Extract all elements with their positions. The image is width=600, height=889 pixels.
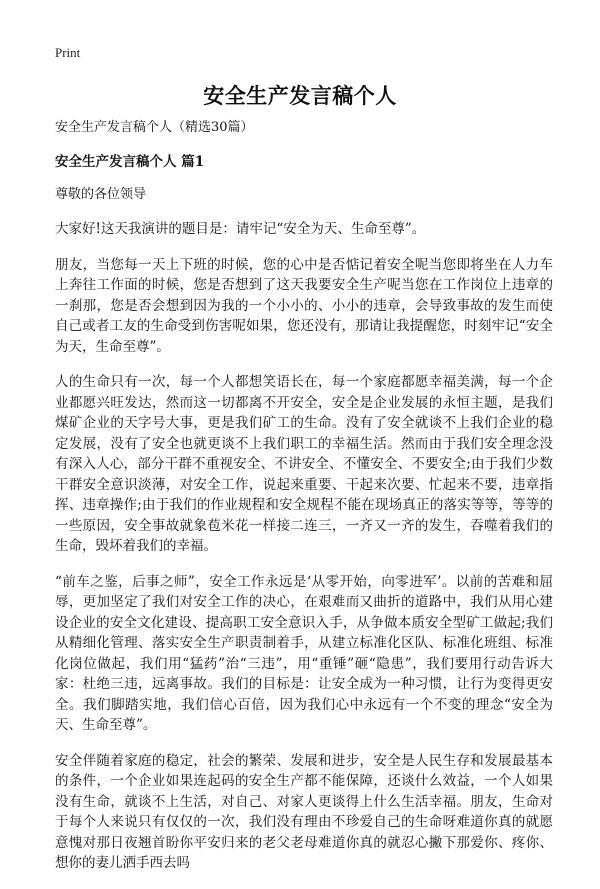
paragraph-2: 人的生命只有一次，每一个人都想笑语长在，每一个家庭都愿幸福美满，每一个企业都愿兴旺发达，然而这一切都离不开安全，安全是企业发展的永恒主题，是我们煤矿企业的天字号大事，更是我们矿工的生命。没有了安全就谈不上我们企业的稳定发展，没有了安全也就更谈不上我们职工的幸福生活。然而由于我们安全理念没有深入人心，部分干群不重视安全、不讲安全、不懂安全、不要安全;由于我们少数干群安全意识淡薄，对安全工作，说起来重要、干起来次要、忙起来不要，违章指挥、违章操作;由于我们的作业规程和安全规程不能在现场真正的落实等等，等等的一些原因，安全事故就象苞米花一样接二连三，一齐又一齐的发生，吞噬着我们的生命，毁坏着我们的幸福。 <box>55 374 553 554</box>
paragraph-topic: 大家好!这天我演讲的题目是：请牢记“安全为天、生命至尊”。 <box>55 221 426 237</box>
print-link[interactable]: Print <box>55 45 81 60</box>
paragraph-1: 朋友，当您每一天上下班的时候，您的心中是否惦记着安全呢当您即将坐在人力车上奔往工作面的时候，您是否想到了这天我要安全生产呢当您在工作岗位上违章的一刹那，您是否会想到因为我的一个小小的、小小的违章，会导致事故的发生而使自己或者工友的生命受到伤害呢如果，您还没有，那请让我提醒您，时刻牢记“安全为天，生命至尊”。 <box>55 256 553 355</box>
page-title: 安全生产发言稿个人 <box>203 83 397 108</box>
greeting-line: 尊敬的各位领导 <box>55 187 147 202</box>
paragraph-4: 安全伴随着家庭的稳定，社会的繁荣、发展和进步，安全是人民生存和发展最基本的条件，一个企业如果连起码的安全生产都不能保障，还谈什么效益，一个人如果没有生命，就谈不上生活，对自己、对家人更谈得上什么生活幸福。朋友，生命对于每个人来说只有仅仅的一次，我们没有理由不珍爱自己的生命呀难道你真的就愿意愧对那日夜翘首盼你平安归来的老父老母难道你真的就忍心撇下那爱你、疼你、想你的妻儿洒手西去吗 <box>55 752 553 871</box>
document-body <box>55 118 553 889</box>
document-subtitle: 安全生产发言稿个人（精选30篇） <box>55 120 254 135</box>
section-heading: 安全生产发言稿个人 篇1 <box>55 154 205 170</box>
paragraph-3: “前车之鉴，后事之师”，安全工作永远是‘从零开始，向零进军’。以前的苦难和屈辱，更加坚定了我们对安全工作的决心，在艰难而又曲折的道路中，我们从用心建设企业的安全文化建设、提高职工安全意识入手，从争做本质安全型矿工做起;我们从精细化管理、落实安全生产职责制着手，从建立标准化区队、标准化班组、标准化岗位做起，我们用“猛药”治“三违”，用“重锤”砸“隐患”，我们要用行动告诉大家：杜绝三违，远离事故。我们的目标是：让安全成为一种习惯，让行为变得更安全。我们脚踏实地，我们信心百倍，因为我们心中永远有一个不变的理念“安全为天、生命至尊”。 <box>55 573 553 733</box>
